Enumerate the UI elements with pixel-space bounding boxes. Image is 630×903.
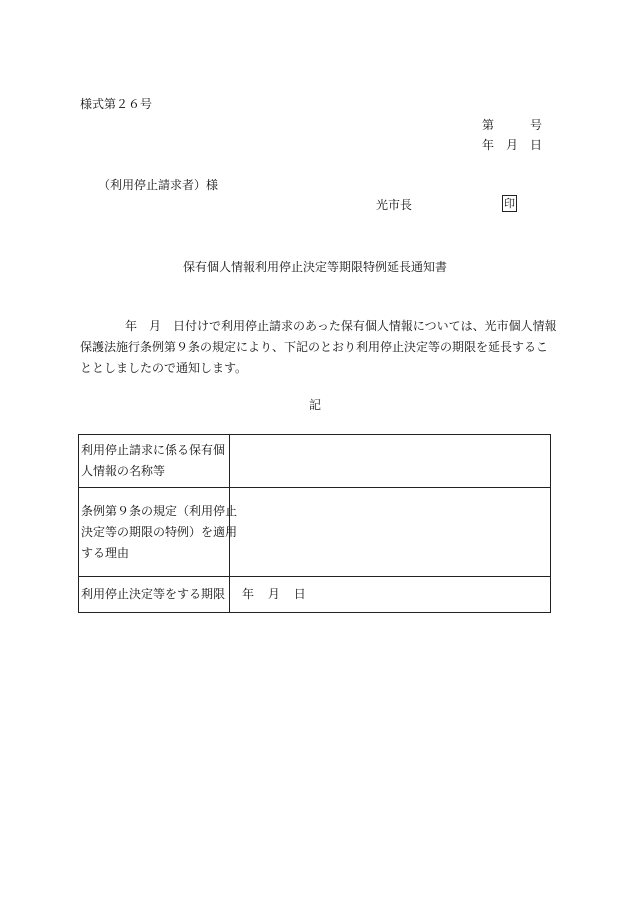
notice-body-line: ととしましたので通知します。 <box>80 361 248 375</box>
row-value <box>230 488 551 577</box>
row-label-line: 利用停止決定等をする期限 <box>81 587 226 601</box>
notice-body <box>80 316 557 379</box>
form-number: 様式第２６号 <box>80 97 153 111</box>
row-label-line: 条例第９条の規定（利用停止 <box>81 503 238 518</box>
table-row <box>79 577 551 613</box>
row-value <box>230 435 551 488</box>
issue-date-month: 月 <box>506 138 519 152</box>
row-label-line: 決定等の期限の特例）を適用 <box>81 524 238 539</box>
row-label-line: 人情報の名称等 <box>81 464 166 478</box>
issue-date-year: 年 <box>482 138 495 152</box>
notice-body-line: 保護法施行条例第９条の規定により、下記のとおり利用停止決定等の期限を延長するこ <box>80 340 549 354</box>
note-heading: 記 <box>308 398 321 412</box>
row-label-line: 利用停止請求に係る保有個 <box>81 443 226 457</box>
document-number-prefix: 第 <box>482 118 495 132</box>
deadline-year: 年 <box>242 587 255 601</box>
row-label <box>79 577 230 613</box>
table-row <box>79 435 551 488</box>
row-label <box>79 488 238 577</box>
document-number-suffix: 号 <box>530 118 543 132</box>
deadline-day: 日 <box>293 587 306 601</box>
notice-body-line: 年 月 日付けで利用停止請求のあった保有個人情報については、光市個人情報 <box>125 319 557 333</box>
table-row <box>79 488 551 577</box>
deadline-month: 月 <box>267 587 280 601</box>
addressee-name: （利用停止請求者） <box>98 178 207 192</box>
issuer-name: 光市長 <box>376 198 413 212</box>
deadline-date <box>230 577 551 613</box>
issue-date-day: 日 <box>530 138 543 152</box>
row-label <box>79 435 230 488</box>
document-title: 保有個人情報利用停止決定等期限特例延長通知書 <box>182 260 447 274</box>
addressee-honorific: 様 <box>206 178 219 192</box>
seal-mark: 印 <box>504 197 515 210</box>
detail-table <box>78 434 551 613</box>
row-label-line: する理由 <box>81 545 130 560</box>
